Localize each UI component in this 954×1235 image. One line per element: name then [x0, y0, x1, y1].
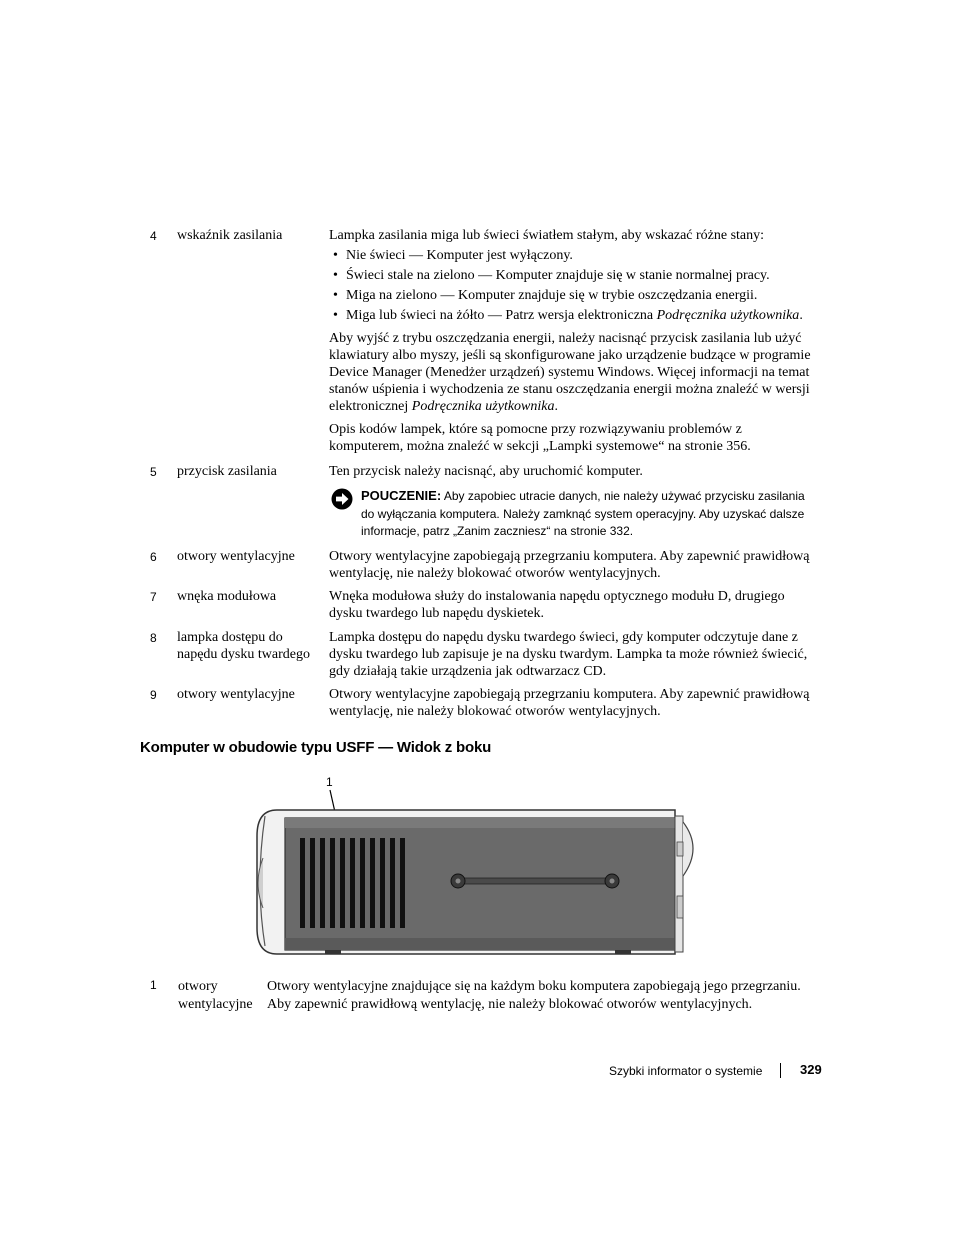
list-item: • Miga lub świeci na żółto — Patrz wersja elektroniczna Podręcznika użytkownika.: [333, 308, 803, 323]
legend-number: 1: [150, 978, 157, 992]
row-number: 7: [150, 590, 157, 604]
row-description: [329, 227, 819, 455]
row-description: Otwory wentylacyjne zapobiegają przegrzaniu komputera. Aby zapewnić prawidłową wentylację, nie należy blokować otworów wentylacyjnych.: [329, 687, 810, 719]
row-number: 5: [150, 465, 157, 479]
legend-description: Otwory wentylacyjne znajdujące się na każdym boku komputera zapobiegają jego przegrzaniu. Aby zapewnić prawidłową wentylację, nie należy blokować otworów wentylacyjnych.: [267, 979, 801, 1012]
row-description: Wnęka modułowa służy do instalowania napędu optycznego modułu D, drugiego dysku twardego lub napędu dyskietek.: [329, 589, 785, 621]
notice-label: POUCZENIE:: [361, 488, 442, 503]
footer-separator: [780, 1063, 781, 1078]
row-term: otwory wentylacyjne: [177, 549, 295, 564]
power-saving-paragraph: Aby wyjść z trybu oszczędzania energii, należy nacisnąć przycisk zasilania lub użyć klawiatury albo myszy, jeśli są skonfigurowane jako urządzenie budzące w programie Device Manager (Menedżer urządzeń) systemu Windows. Więcej informacji na temat stanów uśpienia i wychodzenia ze stanu oszczędzania energii można znaleźć w wersji elektronicznej Podręcznika użytkownika.: [329, 331, 811, 414]
lamp-codes-paragraph: Opis kodów lampek, które są pomocne przy rozwiązywaniu problemów z komputerem, można znaleźć w sekcji „Lampki systemowe“ na stronie 356.: [329, 422, 751, 454]
legend-term: otwory wentylacyjne: [178, 979, 253, 1012]
figure-callout-number: 1: [326, 775, 333, 789]
row-number: 9: [150, 688, 157, 702]
row-term: wnęka modułowa: [177, 589, 277, 604]
row-description: Ten przycisk należy nacisnąć, aby uruchomić komputer.: [329, 464, 643, 479]
row-number: 4: [150, 229, 157, 243]
state-list: [329, 247, 819, 324]
row-intro: Lampka zasilania miga lub świeci światłem stałym, aby wskazać różne stany:: [329, 228, 765, 243]
section-title: Komputer w obudowie typu USFF — Widok z boku: [140, 739, 492, 756]
list-item: • Świeci stale na zielono — Komputer znajduje się w stanie normalnej pracy.: [333, 268, 770, 283]
page-number: 329: [800, 1062, 822, 1077]
list-item: • Nie świeci — Komputer jest wyłączony.: [333, 248, 573, 263]
list-item: • Miga na zielono — Komputer znajduje się w trybie oszczędzania energii.: [333, 288, 758, 303]
notice-arrow-icon: [331, 488, 353, 510]
row-number: 6: [150, 550, 157, 564]
row-term: lampka dostępu do napędu dysku twardego: [177, 630, 310, 662]
computer-side-view-illustration: [255, 788, 705, 958]
footer-label: Szybki informator o systemie: [609, 1064, 763, 1078]
row-term: otwory wentylacyjne: [177, 687, 295, 702]
row-description: Lampka dostępu do napędu dysku twardego świeci, gdy komputer odczytuje dane z dysku twardego lub zapisuje je na dysku twardym. Lampka ta może również świecić, gdy działają takie urządzenia jak odtwarzacz CD.: [329, 630, 808, 679]
notice-text: POUCZENIE: Aby zapobiec utracie danych, nie należy używać przycisku zasilania do wyłączania komputera. Należy zamknąć system operacyjny. Aby uzyskać dalsze informacje, patrz „Zanim zaczniesz“ na stronie 332.: [361, 488, 805, 538]
row-number: 8: [150, 631, 157, 645]
handle-groove: [460, 878, 610, 884]
row-term: wskaźnik zasilania: [177, 228, 283, 243]
row-term: przycisk zasilania: [177, 464, 277, 479]
row-description: Otwory wentylacyjne zapobiegają przegrzaniu komputera. Aby zapewnić prawidłową wentylację, nie należy blokować otworów wentylacyjnych.: [329, 549, 810, 581]
